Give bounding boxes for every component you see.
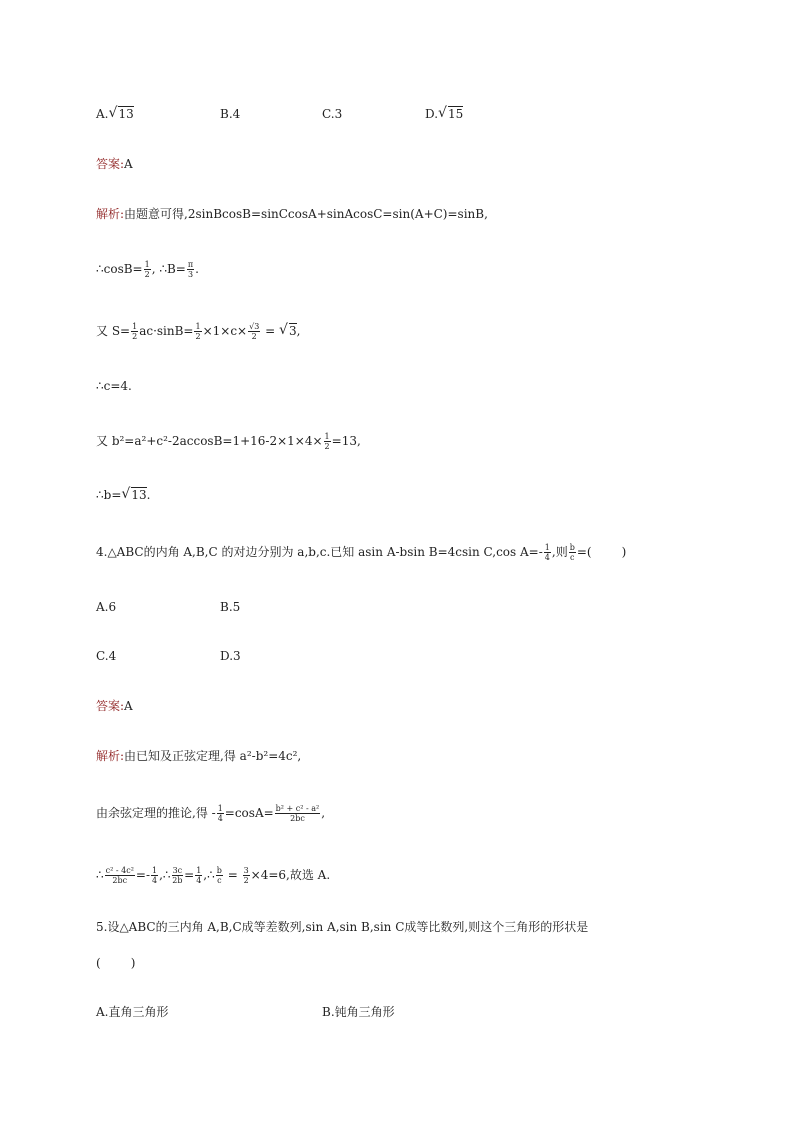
q4-step-result: ∴ $\frac{\text{c² - 4c²}}{2bc}$ =- $\frac{1}{4}$ ,∴ $\frac{3c}{2b}$ = $\frac{1}{4}$ ,∴ $\frac{b}{c}$ = $\frac{3}{2}$ ×4=6,故选 A. (96, 866, 331, 885)
q5-answer-blank: ( ) (96, 956, 136, 970)
analysis-label: 解析: (96, 749, 125, 763)
q4-option-b: B.5 (220, 600, 241, 614)
sqrt-symbol: √ 13 (121, 487, 146, 503)
q3-analysis: 解析:由题意可得,2sinBcosB=sinCcosA+sinAcosC=sin(A+C)=sinB, (96, 207, 488, 221)
q5-option-b: B.钝角三角形 (322, 1005, 395, 1019)
q4-option-d: D.3 (220, 649, 241, 663)
q3-option-d: D.√ 15 (425, 106, 463, 122)
q4-stem: 4.△ABC的内角 A,B,C 的对边分别为 a,b,c.已知 asin A-bsin B=4csin C,cos A=- $\frac{1}{4}$ ,则 $\frac{b}{c}$ =( ) (96, 543, 627, 562)
answer-label: 答案: (96, 699, 125, 713)
q4-option-c: C.4 (96, 649, 117, 663)
q3-option-a: A.√ 13 (96, 106, 134, 122)
q4-option-a: A.6 (96, 600, 117, 614)
q4-analysis: 解析:由已知及正弦定理,得 a²-b²=4c², (96, 749, 302, 763)
q5-stem: 5.设△ABC的三内角 A,B,C成等差数列,sin A,sin B,sin C成等比数列,则这个三角形的形状是 (96, 920, 589, 934)
sqrt-symbol: √ 15 (438, 106, 463, 122)
sqrt-symbol: √ 3 (279, 323, 297, 339)
analysis-label: 解析: (96, 207, 125, 221)
q3-option-c: C.3 (322, 107, 343, 121)
answer-label: 答案: (96, 157, 125, 171)
q3-answer: 答案:A (96, 157, 133, 171)
sqrt-symbol: √ 13 (108, 106, 133, 122)
q3-step-b: ∴b=√ 13. (96, 487, 150, 503)
q3-step-b-squared: 又 b²=a²+c²-2accosB=1+16-2×1×4× $\frac{1}{2}$ =13, (96, 432, 361, 451)
q3-step-cosb: ∴cosB= $\frac{1}{2}$ , ∴B= $\frac{\pi}{3}$ . (96, 260, 199, 279)
q4-answer: 答案:A (96, 699, 133, 713)
q5-option-a: A.直角三角形 (96, 1005, 169, 1019)
q3-step-area: 又 S= $\frac{1}{2}$ ac·sinB= $\frac{1}{2}$ ×1×c× $\frac{√3}{2}$ = √ 3, (96, 322, 300, 341)
q3-step-c: ∴c=4. (96, 379, 132, 393)
q4-step-cosine: 由余弦定理的推论,得 - $\frac{1}{4}$ =cosA= $\frac{\text{b² + c² - a²}}{2bc}$ , (96, 804, 326, 823)
q3-option-b: B.4 (220, 107, 241, 121)
